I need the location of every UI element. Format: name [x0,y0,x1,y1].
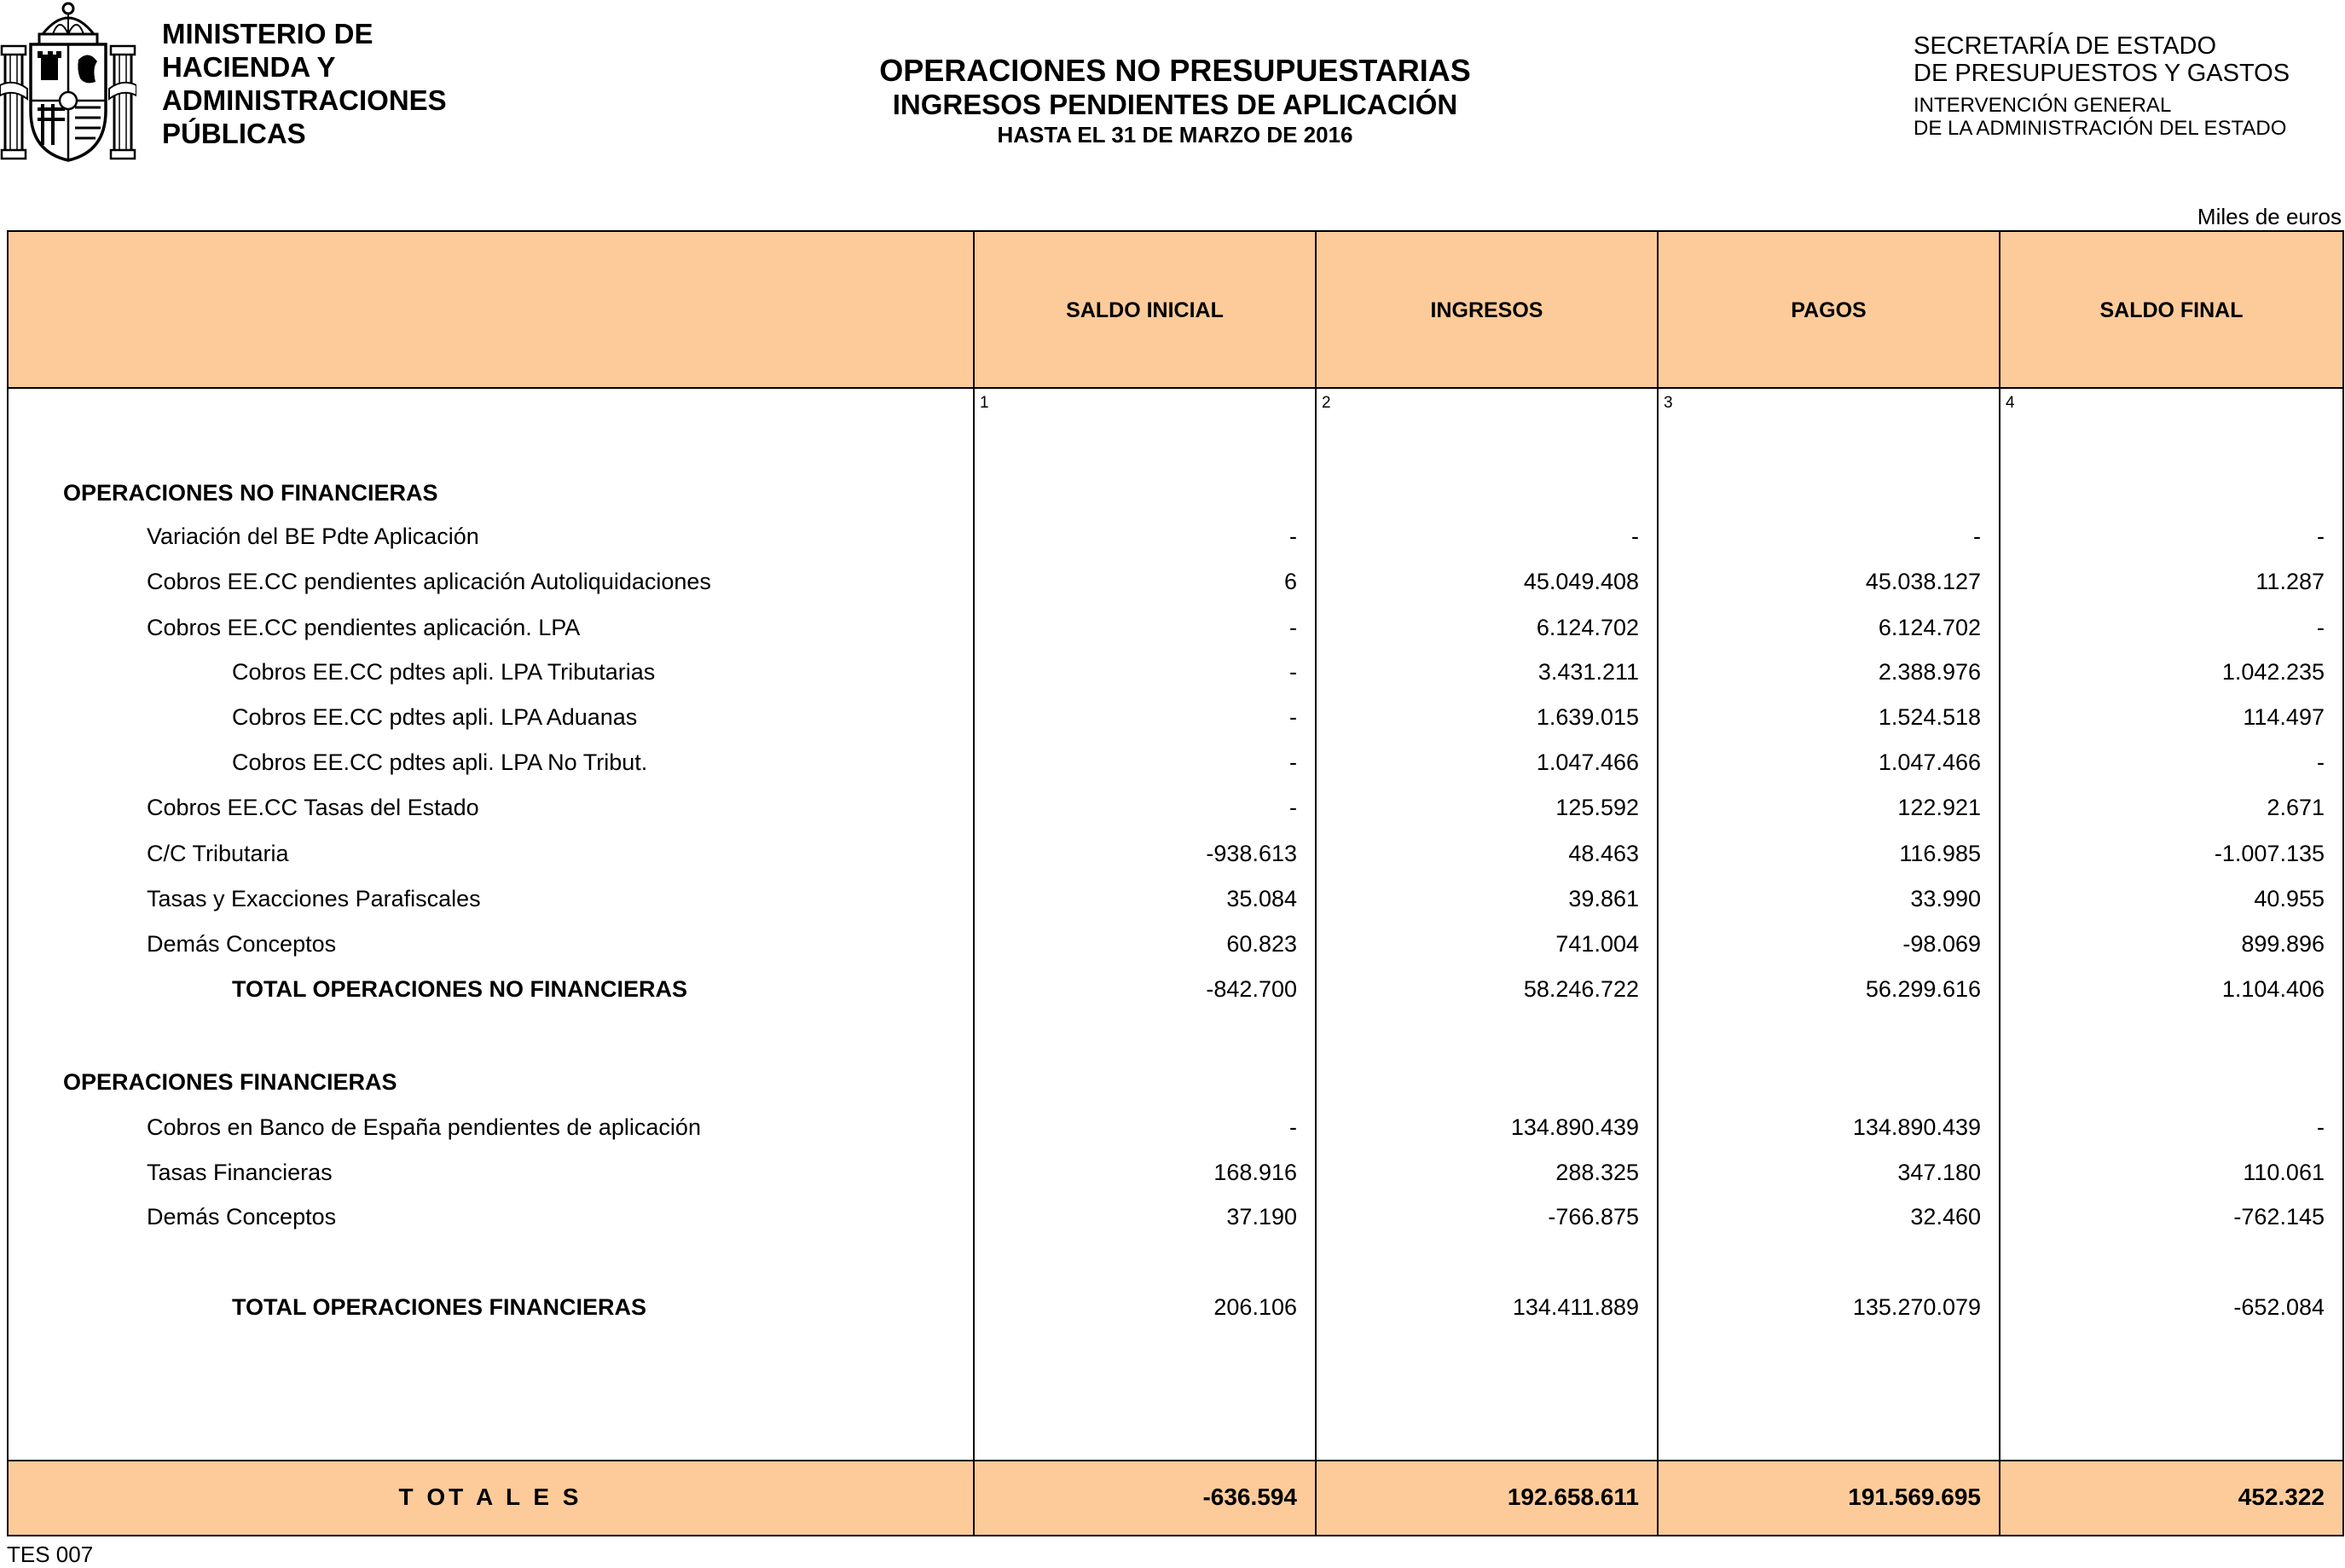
table-row [9,564,2342,599]
report-title: OPERACIONES NO PRESUPUESTARIAS [879,53,1471,88]
row-label: Cobros EE.CC pdtes apli. LPA Aduanas [232,704,638,730]
row-value: 58.246.722 [1523,976,1639,1002]
row-value: - [2317,1114,2325,1140]
row-value: 60.823 [1226,931,1297,957]
row-value: 6 [1283,569,1297,594]
table-row [9,519,2342,553]
row-label: Cobros EE.CC Tasas del Estado [147,795,479,820]
row-value: 3.431.211 [1537,659,1639,685]
row-value: - [2317,615,2325,640]
row-value: -766.875 [1548,1204,1639,1230]
row-label: TOTAL OPERACIONES NO FINANCIERAS [232,976,688,1002]
row-label: OPERACIONES NO FINANCIERAS [63,480,438,506]
row-value: 1.042.235 [2221,659,2325,685]
row-value: 206.106 [1213,1294,1297,1320]
totals-ingresos: 192.658.611 [1507,1484,1639,1510]
row-value: 35.084 [1226,886,1297,911]
units-label: Miles de euros [2197,204,2342,229]
row-value: 135.270.079 [1852,1294,1981,1320]
row-label: Cobros EE.CC pendientes aplicación Autoliquidaciones [147,569,711,594]
row-value: - [1289,524,1297,549]
row-value: 6.124.702 [1878,615,1981,640]
column-number: 4 [2006,394,2015,412]
table-row [9,700,2342,734]
secretaria-line: SECRETARÍA DE ESTADO [1914,32,2217,60]
row-value: 56.299.616 [1865,976,1981,1002]
row-label: Tasas y Exacciones Parafiscales [147,886,481,911]
report-date: HASTA EL 31 DE MARZO DE 2016 [997,122,1353,148]
row-value: 347.180 [1897,1160,1981,1185]
table-row [9,1065,2342,1099]
row-label: Cobros EE.CC pendientes aplicación. LPA [147,615,581,640]
row-label: Cobros EE.CC pdtes apli. LPA Tributarias [232,659,656,685]
row-label: OPERACIONES FINANCIERAS [63,1069,397,1095]
row-value: 32.460 [1910,1204,1981,1230]
ministry-line: HACIENDA Y [162,51,336,83]
row-value: 11.287 [2255,569,2325,594]
row-value: 2.388.976 [1878,659,1981,685]
totals-pagos: 191.569.695 [1848,1484,1981,1510]
table-row [9,476,2342,510]
table-row [9,1155,2342,1189]
row-value: 899.896 [2241,931,2325,957]
column-header-saldo-inicial: SALDO INICIAL [1066,298,1224,322]
table-row [9,927,2342,961]
row-value: 45.038.127 [1865,569,1981,594]
totals-row [9,1460,2342,1535]
secretaria-block [1914,32,2290,140]
row-value: -652.084 [2233,1294,2325,1320]
row-value: -842.700 [1206,976,1297,1002]
row-value: 6.124.702 [1536,615,1639,640]
row-value: 114.497 [2243,704,2325,730]
row-label: C/C Tributaria [147,841,289,866]
row-value: 1.047.466 [1536,749,1639,775]
row-value: - [1289,749,1297,775]
row-label: Demás Conceptos [147,931,337,957]
row-value: 134.890.439 [1510,1114,1639,1140]
row-value: - [1289,615,1297,640]
row-value: 1.104.406 [2221,976,2325,1002]
row-value: 37.190 [1226,1204,1297,1230]
coat-of-arms-logo [0,0,136,164]
row-value: -98.069 [1902,931,1981,957]
row-value: 288.325 [1555,1160,1639,1185]
row-value: 168.916 [1213,1160,1297,1185]
totals-saldo-final: 452.322 [2238,1484,2325,1510]
row-value: 110.061 [2243,1160,2325,1185]
intervencion-line: INTERVENCIÓN GENERAL [1914,94,2172,117]
row-value: 2.671 [2267,795,2325,820]
column-header-pagos: PAGOS [1791,298,1867,322]
row-label: Variación del BE Pdte Aplicación [147,524,479,549]
row-value: 48.463 [1568,841,1639,866]
table-row [9,1290,2342,1324]
row-value: -938.613 [1206,841,1297,866]
row-label: Cobros EE.CC pdtes apli. LPA No Tribut. [232,749,648,775]
row-label: Tasas Financieras [147,1160,333,1185]
table-row [9,882,2342,916]
row-value: 45.049.408 [1523,569,1639,594]
ministry-line: MINISTERIO DE [162,18,373,49]
row-value: 134.411.889 [1512,1294,1639,1320]
table-row [9,745,2342,779]
row-value: - [1289,1114,1297,1140]
row-label: TOTAL OPERACIONES FINANCIERAS [232,1294,647,1320]
document-code: TES 007 [7,1542,94,1567]
row-value: 39.861 [1568,886,1639,911]
column-number: 3 [1664,394,1673,412]
totals-saldo-inicial: -636.594 [1202,1484,1297,1510]
row-value: - [1289,795,1297,820]
ministry-line: PÚBLICAS [162,118,306,149]
row-value: -762.145 [2233,1204,2325,1230]
row-value: - [2317,524,2325,549]
table-row [9,790,2342,825]
table-row [9,1200,2342,1234]
row-value: 116.985 [1899,841,1981,866]
row-value: 122.921 [1897,795,1981,820]
data-table [7,230,2344,1536]
row-value: 1.047.466 [1878,749,1981,775]
table-row [9,972,2342,1006]
row-value: 40.955 [2254,886,2325,911]
row-value: 1.639.015 [1536,704,1639,730]
row-value: 33.990 [1910,886,1981,911]
column-header-saldo-final: SALDO FINAL [2099,298,2244,322]
column-number: 1 [980,394,989,412]
row-value: - [2317,749,2325,775]
report-subtitle: INGRESOS PENDIENTES DE APLICACIÓN [892,89,1458,120]
row-value: - [1289,704,1297,730]
row-value: 1.524.518 [1878,704,1981,730]
table-row [9,1110,2342,1144]
column-number: 2 [1322,394,1331,412]
ministry-name [162,17,447,150]
table-row [9,655,2342,689]
column-header-ingresos: INGRESOS [1430,298,1543,322]
row-value: 134.890.439 [1852,1114,1981,1140]
table-row [9,610,2342,645]
row-label: Demás Conceptos [147,1204,337,1230]
ministry-line: ADMINISTRACIONES [162,84,447,116]
table-row [9,836,2342,871]
row-value: - [1289,659,1297,685]
intervencion-line: DE LA ADMINISTRACIÓN DEL ESTADO [1914,117,2287,140]
row-value: -1.007.135 [2214,841,2325,866]
row-value: - [1973,524,1981,549]
row-value: 741.004 [1555,931,1639,957]
secretaria-line: DE PRESUPUESTOS Y GASTOS [1914,60,2290,87]
row-value: - [1631,524,1639,549]
report-title-block [749,53,1601,149]
row-label: Cobros en Banco de España pendientes de aplicación [147,1114,701,1140]
row-value: 125.592 [1555,795,1639,820]
totals-label: T OT A L E S [398,1484,582,1510]
